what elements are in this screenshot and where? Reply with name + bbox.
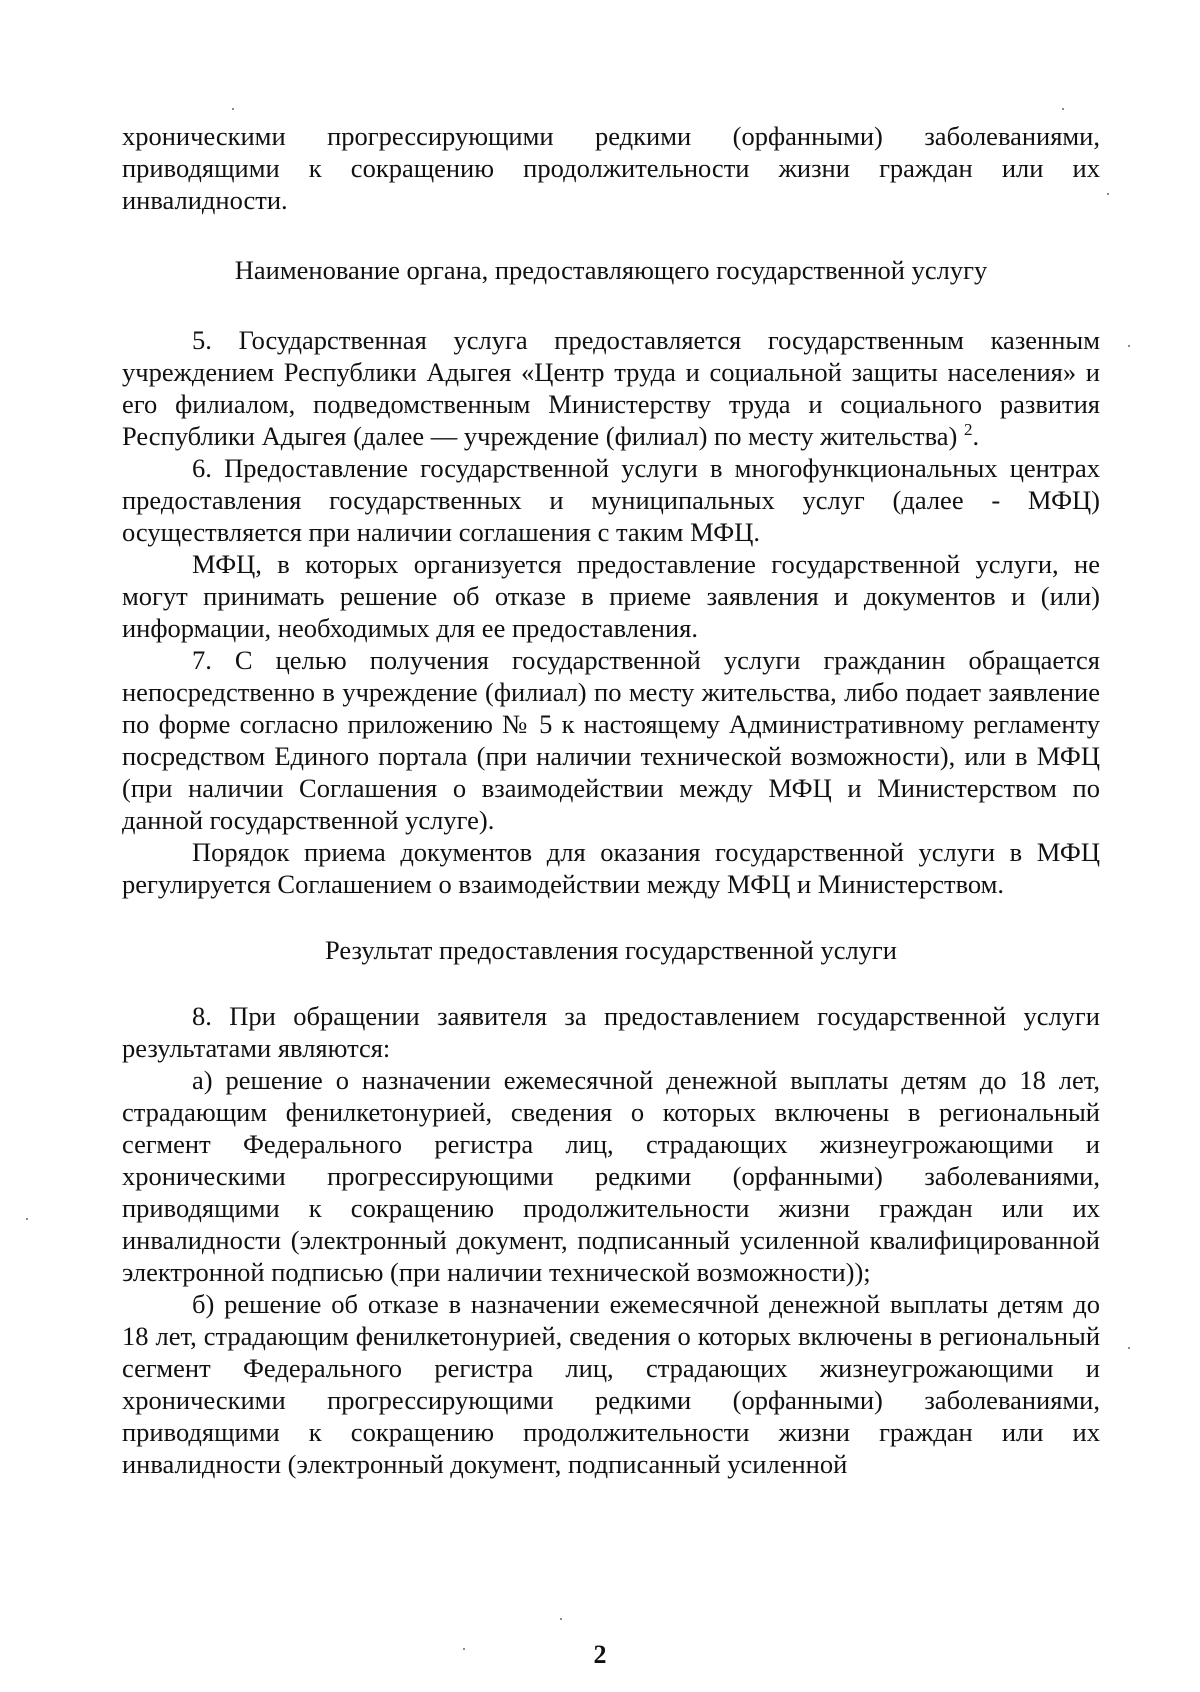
scan-speck — [560, 1618, 562, 1620]
scan-speck — [1107, 193, 1109, 195]
page-number: 2 — [593, 1640, 607, 1669]
paragraph-8a: а) решение о назначении ежемесячной денежной выплаты детям до 18 лет, страдающим фенилкетонурией, сведения о которых включены в региональный сегмент Федерального регистра лиц, страдающих жизнеугрожающими и хроническими прогрессирующими редкими (орфанными) заболеваниями, приводящими к сокращению продолжительности жизни граждан или их инвалидности (электронный документ, подписанный усиленной квалифицированной электронной подписью (при наличии технической возможности)); — [122, 1065, 1100, 1287]
paragraph-5-tail: . — [972, 421, 980, 451]
paragraph-5 — [122, 324, 1100, 452]
paragraph-procedure: Порядок приема документов для оказания государственной услуги в МФЦ регулируется Соглашением о взаимодействии между МФЦ и Министерством. — [122, 837, 1100, 899]
document-body — [122, 120, 1100, 1480]
paragraph-8: 8. При обращении заявителя за предоставлением государственной услуги результатами являются: — [122, 1001, 1100, 1063]
paragraph-5-text: 5. Государственная услуга предоставляется государственным казенным учреждением Республики Адыгея «Центр труда и социальной защиты населения» и его филиалом, подведомственным Министерству труда и социального развития Республики Адыгея (далее — учреждение (филиал) по месту жительства) — [122, 325, 1100, 451]
paragraph-mfc: МФЦ, в которых организуется предоставление государственной услуги, не могут принимать решение об отказе в приеме заявления и документов и (или) информации, необходимых для ее предоставления. — [122, 549, 1100, 643]
section-heading-result: Результат предоставления государственной услуги — [325, 935, 897, 965]
spacer — [122, 286, 1100, 324]
spacer — [122, 900, 1100, 934]
scan-speck — [1062, 108, 1064, 110]
spacer — [122, 966, 1100, 1000]
scan-speck — [1128, 1347, 1130, 1349]
footnote-marker: 2 — [964, 420, 973, 440]
spacer — [122, 216, 1100, 254]
paragraph-6: 6. Предоставление государственной услуги в многофункциональных центрах предоставления государственных и муниципальных услуг (далее - МФЦ) осуществляется при наличии соглашения с таким МФЦ. — [122, 453, 1100, 547]
paragraph-8b: б) решение об отказе в назначении ежемесячной денежной выплаты детям до 18 лет, страдающим фенилкетонурией, сведения о которых включены в региональный сегмент Федерального регистра лиц, страдающих жизнеугрожающими и хроническими прогрессирующими редкими (орфанными) заболеваниями, приводящими к сокращению продолжительности жизни граждан или их инвалидности (электронный документ, подписанный усиленной — [122, 1289, 1100, 1479]
scan-speck — [463, 1648, 465, 1650]
section-heading-authority: Наименование органа, предоставляющего государственной услугу — [234, 255, 988, 285]
scan-speck — [1128, 345, 1130, 347]
scan-speck — [26, 1218, 28, 1220]
paragraph-7: 7. С целью получения государственной услуги гражданин обращается непосредственно в учреждение (филиал) по месту жительства, либо подает заявление по форме согласно приложению № 5 к настоящему Административному регламенту посредством Единого портала (при наличии технической возможности), или в МФЦ (при наличии Соглашения о взаимодействии между МФЦ и Министерством по данной государственной услуге). — [122, 645, 1100, 835]
scan-speck — [232, 108, 234, 110]
paragraph-continuation: хроническими прогрессирующими редкими (орфанными) заболеваниями, приводящими к сокращению продолжительности жизни граждан или их инвалидности. — [122, 121, 1100, 215]
